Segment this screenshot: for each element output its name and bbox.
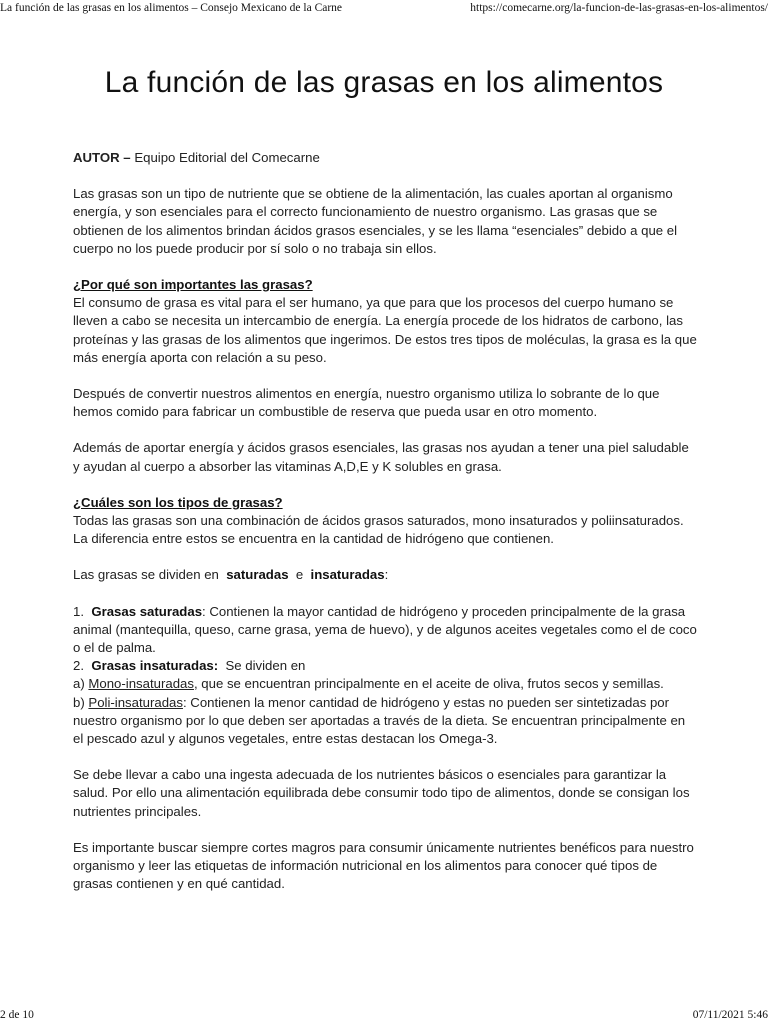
- print-datetime: 07/11/2021 5:46: [692, 1009, 768, 1021]
- paragraph: Después de convertir nuestros alimentos en energía, nuestro organismo utiliza lo sobrante de lo que hemos comido para fabricar un combustible de reserva que pueda usar en otro momento.: [73, 386, 660, 420]
- paragraph: Además de aportar energía y ácidos grasos esenciales, las grasas nos ayudan a tener una piel saludable y ayudan al cuerpo a absorber las vitaminas A,D,E y K solubles en grasa.: [73, 440, 689, 474]
- section-heading-types: ¿Cuáles son los tipos de grasas?: [73, 494, 283, 510]
- print-header-title: La función de las grasas en los alimentos – Consejo Mexicano de la Carne: [0, 2, 343, 14]
- list-item-label: Grasas saturadas: [91, 603, 203, 619]
- sub-item-label: Poli-insaturadas: [88, 694, 183, 710]
- list-item-insaturadas: 2. Grasas insaturadas: Se dividen en: [73, 658, 306, 674]
- author-line: [73, 149, 698, 167]
- sub-item-label: Mono-insaturadas: [88, 676, 194, 692]
- paragraph: Todas las grasas son una combinación de ácidos grasos saturados, mono insaturados y poliinsaturados. La diferencia entre estos se encuentra en la cantidad de hidrógeno que contienen.: [73, 513, 684, 547]
- term-insaturadas: insaturadas: [310, 567, 385, 583]
- section-heading-importance: ¿Por qué son importantes las grasas?: [73, 277, 313, 293]
- term-saturadas: saturadas: [226, 567, 289, 583]
- paragraph: El consumo de grasa es vital para el ser humano, ya que para que los procesos del cuerpo humano se lleven a cabo se necesita un intercambio de energía. La energía procede de los hidratos de carbono, las proteínas y las grasas de los alimentos que ingerimos. De estos tres tipos de moléculas, la grasa es la que más energía aporta con relación a su peso.: [73, 295, 697, 365]
- list-item-label: Grasas insaturadas:: [91, 658, 219, 674]
- sub-item-mono: a) Mono-insaturadas, que se encuentran principalmente en el aceite de oliva, frutos secos y semillas.: [73, 676, 664, 692]
- paragraph: Se debe llevar a cabo una ingesta adecuada de los nutrientes básicos o esenciales para garantizar la salud. Por ello una alimentación equilibrada debe consumir todo tipo de alimentos, donde se consigan los nutrientes principales.: [73, 767, 690, 819]
- list-item-saturadas: 1. Grasas saturadas: Contienen la mayor cantidad de hidrógeno y proceden principalmente de la grasa animal (mantequilla, queso, carne grasa, yema de huevo), y de algunos aceites vegetales como el de coco o el de palma.: [73, 603, 697, 656]
- divide-line: Las grasas se dividen en saturadas e insaturadas:: [73, 567, 389, 583]
- author-name: Equipo Editorial del Comecarne: [134, 150, 320, 165]
- print-footer: [0, 1006, 768, 1024]
- page-number: 2 de 10: [0, 1009, 34, 1021]
- intro-paragraph: Las grasas son un tipo de nutriente que se obtiene de la alimentación, las cuales aportan al organismo energía, y son esenciales para el correcto funcionamiento de nuestro organismo. Las grasas que se obtienen de los alimentos brindan ácidos grasos esenciales, y se les llama “esenciales” debido a que el cuerpo no los puede producir por sí solo o no trabaja sin ellos.: [73, 186, 678, 256]
- print-header-url: https://comecarne.org/la-funcion-de-las-grasas-en-los-alimentos/: [470, 2, 768, 14]
- paragraph: Es importante buscar siempre cortes magros para consumir únicamente nutrientes benéficos para nuestro organismo y leer las etiquetas de información nutricional en los alimentos para conocer qué tipos de grasas contienen y en qué cantidad.: [73, 839, 694, 892]
- sub-item-poli: b) Poli-insaturadas: Contienen la menor cantidad de hidrógeno y estas no pueden ser sintetizadas por nuestro organismo por lo que deben ser aportadas a través de la dieta. Se encuentran principalmente en el pescado azul y algunos vegetales, entre estas destacan los Omega-3.: [73, 694, 686, 747]
- author-label: AUTOR –: [73, 150, 131, 165]
- print-header: [0, 0, 768, 18]
- page-title: La función de las grasas en los alimentos: [104, 66, 664, 99]
- article-body: [73, 149, 698, 894]
